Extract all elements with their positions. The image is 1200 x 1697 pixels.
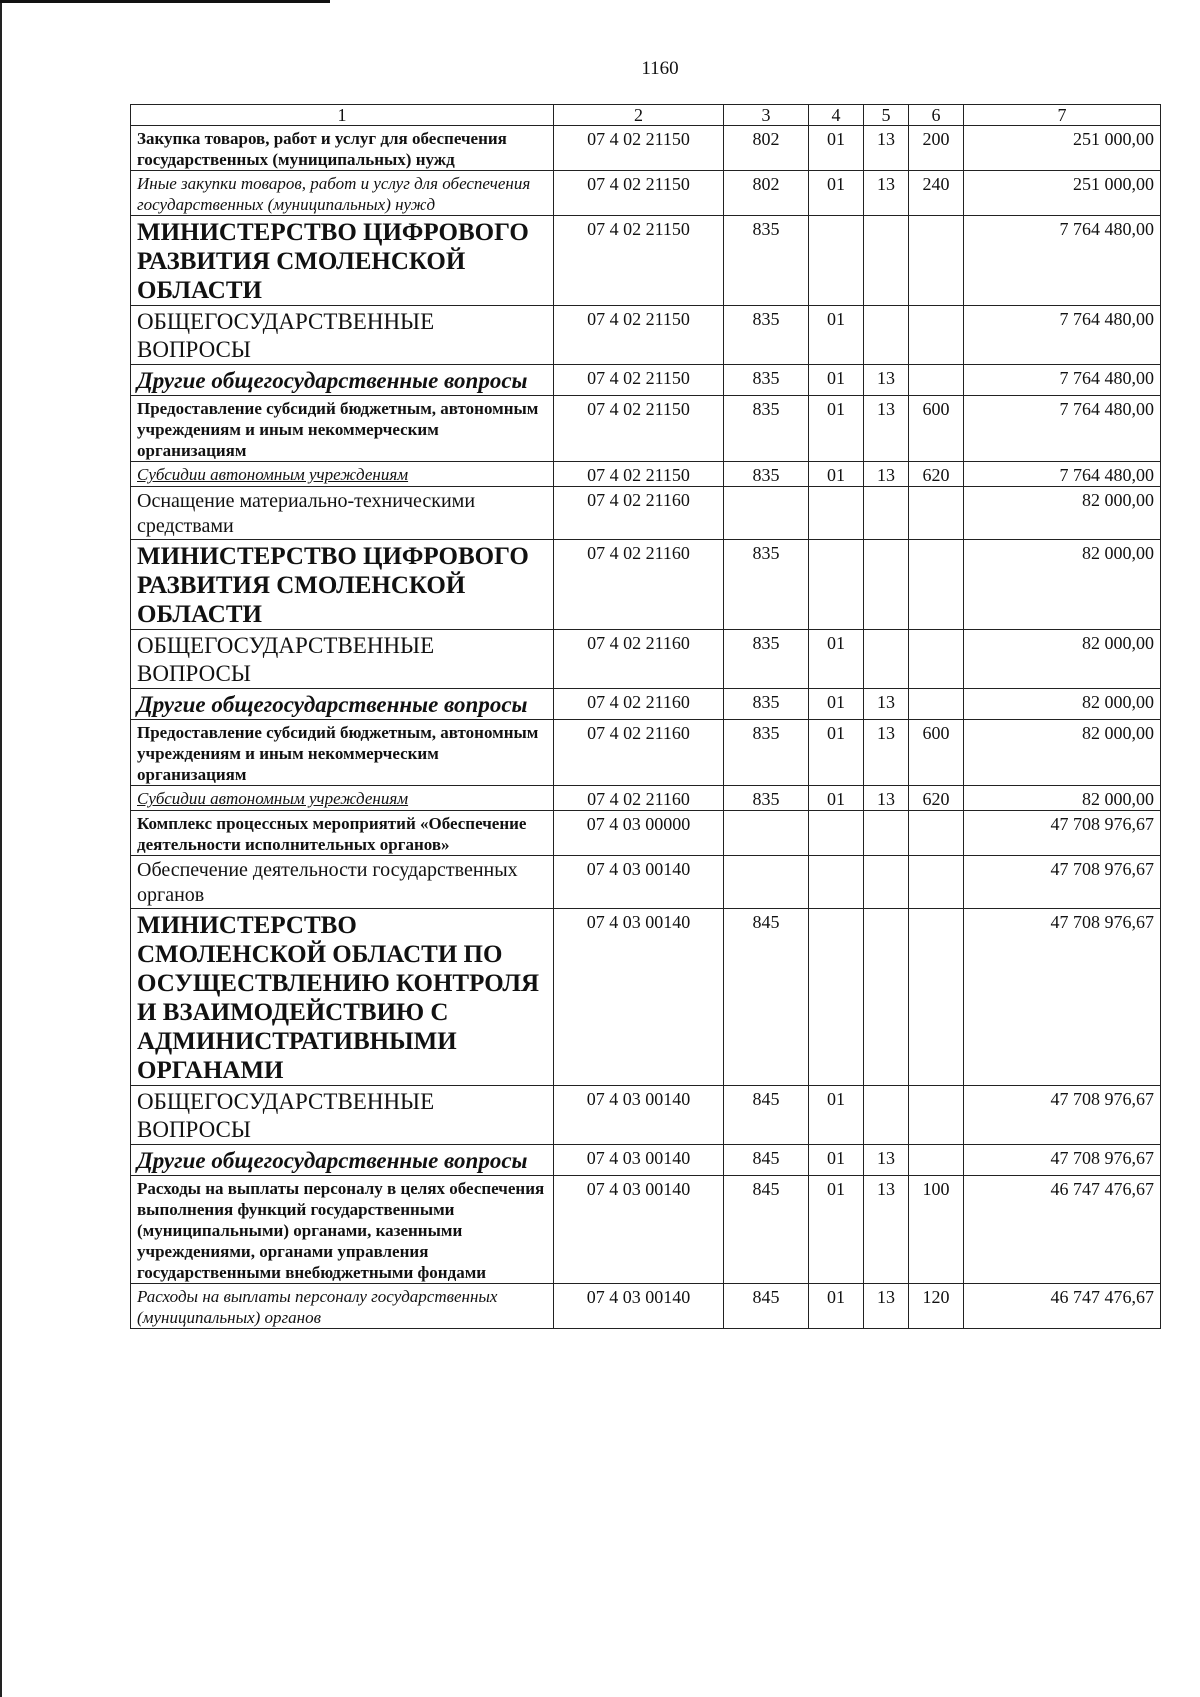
section-code-cell: 01 (809, 720, 864, 786)
amount-cell: 47 708 976,67 (964, 1145, 1161, 1176)
table-row (131, 1176, 1161, 1284)
budget-code-cell: 07 4 03 00140 (554, 1086, 724, 1145)
department-code-cell: 835 (724, 786, 809, 811)
budget-code-cell: 07 4 02 21150 (554, 126, 724, 171)
section-code-cell (809, 216, 864, 306)
row-name-cell: Другие общегосударственные вопросы (131, 365, 554, 396)
row-name-cell: Обеспечение деятельности государственных органов (131, 856, 554, 909)
table-row (131, 365, 1161, 396)
expense-type-cell (909, 856, 964, 909)
department-code-cell: 835 (724, 396, 809, 462)
department-code-cell: 835 (724, 540, 809, 630)
amount-cell: 7 764 480,00 (964, 365, 1161, 396)
expense-type-cell (909, 909, 964, 1086)
expense-type-cell: 620 (909, 786, 964, 811)
amount-cell: 251 000,00 (964, 171, 1161, 216)
budget-code-cell: 07 4 02 21150 (554, 396, 724, 462)
amount-cell: 82 000,00 (964, 720, 1161, 786)
expense-type-cell: 620 (909, 462, 964, 487)
amount-cell: 47 708 976,67 (964, 811, 1161, 856)
row-name-cell: Предоставление субсидий бюджетным, автономным учреждениям и иным некоммерческим организациям (131, 720, 554, 786)
budget-code-cell: 07 4 02 21160 (554, 720, 724, 786)
budget-code-cell: 07 4 03 00140 (554, 909, 724, 1086)
subsection-code-cell (864, 306, 909, 365)
section-code-cell: 01 (809, 171, 864, 216)
section-code-cell (809, 856, 864, 909)
section-code-cell (809, 811, 864, 856)
expense-type-cell (909, 365, 964, 396)
section-code-cell: 01 (809, 1176, 864, 1284)
subsection-code-cell (864, 856, 909, 909)
row-name-cell: Субсидии автономным учреждениям (131, 462, 554, 487)
amount-cell: 82 000,00 (964, 689, 1161, 720)
column-header: 2 (554, 105, 724, 126)
budget-code-cell: 07 4 02 21160 (554, 487, 724, 540)
section-code-cell (809, 487, 864, 540)
subsection-code-cell: 13 (864, 1284, 909, 1329)
subsection-code-cell: 13 (864, 171, 909, 216)
table-row (131, 396, 1161, 462)
subsection-code-cell (864, 216, 909, 306)
row-name-cell: Предоставление субсидий бюджетным, автономным учреждениям и иным некоммерческим организациям (131, 396, 554, 462)
department-code-cell: 802 (724, 126, 809, 171)
department-code-cell: 845 (724, 1284, 809, 1329)
budget-code-cell: 07 4 02 21150 (554, 306, 724, 365)
department-code-cell: 835 (724, 365, 809, 396)
amount-cell: 7 764 480,00 (964, 216, 1161, 306)
row-name-cell: МИНИСТЕРСТВО СМОЛЕНСКОЙ ОБЛАСТИ ПО ОСУЩЕСТВЛЕНИЮ КОНТРОЛЯ И ВЗАИМОДЕЙСТВИЮ С АДМИНИСТРАТИВНЫМИ ОРГАНАМИ (131, 909, 554, 1086)
row-name-cell: Другие общегосударственные вопросы (131, 689, 554, 720)
table-row (131, 1145, 1161, 1176)
department-code-cell (724, 487, 809, 540)
table-row (131, 811, 1161, 856)
amount-cell: 82 000,00 (964, 786, 1161, 811)
subsection-code-cell (864, 540, 909, 630)
subsection-code-cell: 13 (864, 126, 909, 171)
subsection-code-cell: 13 (864, 720, 909, 786)
department-code-cell (724, 811, 809, 856)
section-code-cell: 01 (809, 1086, 864, 1145)
expense-type-cell: 100 (909, 1176, 964, 1284)
budget-code-cell: 07 4 02 21150 (554, 216, 724, 306)
table-row (131, 487, 1161, 540)
expense-type-cell (909, 306, 964, 365)
budget-code-cell: 07 4 02 21150 (554, 171, 724, 216)
expense-type-cell: 200 (909, 126, 964, 171)
row-name-cell: Комплекс процессных мероприятий «Обеспечение деятельности исполнительных органов» (131, 811, 554, 856)
section-code-cell (809, 540, 864, 630)
row-name-cell: Расходы на выплаты персоналу в целях обеспечения выполнения функций государственными (муниципальными) органами, казенными учреждениями, органами управления государственными внебюджетными фондами (131, 1176, 554, 1284)
subsection-code-cell: 13 (864, 1145, 909, 1176)
subsection-code-cell: 13 (864, 1176, 909, 1284)
row-name-cell: ОБЩЕГОСУДАРСТВЕННЫЕ ВОПРОСЫ (131, 630, 554, 689)
column-header: 5 (864, 105, 909, 126)
section-code-cell: 01 (809, 306, 864, 365)
amount-cell: 82 000,00 (964, 540, 1161, 630)
subsection-code-cell: 13 (864, 462, 909, 487)
department-code-cell: 835 (724, 689, 809, 720)
subsection-code-cell: 13 (864, 689, 909, 720)
budget-code-cell: 07 4 03 00140 (554, 1284, 724, 1329)
amount-cell: 251 000,00 (964, 126, 1161, 171)
subsection-code-cell (864, 909, 909, 1086)
column-header: 1 (131, 105, 554, 126)
section-code-cell: 01 (809, 365, 864, 396)
department-code-cell: 845 (724, 1086, 809, 1145)
table-row (131, 630, 1161, 689)
section-code-cell: 01 (809, 630, 864, 689)
table-row (131, 689, 1161, 720)
table-row (131, 720, 1161, 786)
page-number: 1160 (641, 58, 679, 79)
expense-type-cell (909, 811, 964, 856)
budget-code-cell: 07 4 02 21150 (554, 462, 724, 487)
row-name-cell: Иные закупки товаров, работ и услуг для обеспечения государственных (муниципальных) нужд (131, 171, 554, 216)
table-row (131, 909, 1161, 1086)
row-name-cell: Расходы на выплаты персоналу государственных (муниципальных) органов (131, 1284, 554, 1329)
amount-cell: 47 708 976,67 (964, 856, 1161, 909)
table-row (131, 306, 1161, 365)
section-code-cell: 01 (809, 396, 864, 462)
page-left-edge (0, 3, 2, 1697)
column-header: 7 (964, 105, 1161, 126)
table-row (131, 786, 1161, 811)
department-code-cell: 835 (724, 306, 809, 365)
expense-type-cell (909, 487, 964, 540)
amount-cell: 7 764 480,00 (964, 462, 1161, 487)
table-row (131, 1284, 1161, 1329)
department-code-cell: 845 (724, 909, 809, 1086)
table-header-row (131, 105, 1161, 126)
subsection-code-cell: 13 (864, 365, 909, 396)
amount-cell: 47 708 976,67 (964, 909, 1161, 1086)
table-row (131, 216, 1161, 306)
expense-type-cell (909, 630, 964, 689)
column-header: 4 (809, 105, 864, 126)
department-code-cell: 835 (724, 720, 809, 786)
section-code-cell: 01 (809, 689, 864, 720)
amount-cell: 82 000,00 (964, 487, 1161, 540)
expense-type-cell (909, 1086, 964, 1145)
table-row (131, 462, 1161, 487)
amount-cell: 46 747 476,67 (964, 1284, 1161, 1329)
subsection-code-cell: 13 (864, 396, 909, 462)
table-row (131, 540, 1161, 630)
column-header: 6 (909, 105, 964, 126)
budget-code-cell: 07 4 03 00000 (554, 811, 724, 856)
amount-cell: 82 000,00 (964, 630, 1161, 689)
budget-table (130, 104, 1161, 1329)
expense-type-cell: 120 (909, 1284, 964, 1329)
budget-code-cell: 07 4 03 00140 (554, 856, 724, 909)
row-name-cell: ОБЩЕГОСУДАРСТВЕННЫЕ ВОПРОСЫ (131, 1086, 554, 1145)
table-row (131, 856, 1161, 909)
department-code-cell: 802 (724, 171, 809, 216)
table-body (131, 126, 1161, 1329)
section-code-cell: 01 (809, 126, 864, 171)
department-code-cell: 835 (724, 462, 809, 487)
row-name-cell: Субсидии автономным учреждениям (131, 786, 554, 811)
budget-code-cell: 07 4 03 00140 (554, 1176, 724, 1284)
row-name-cell: Оснащение материально-техническими средствами (131, 487, 554, 540)
row-name-cell: Закупка товаров, работ и услуг для обеспечения государственных (муниципальных) нужд (131, 126, 554, 171)
section-code-cell: 01 (809, 1284, 864, 1329)
subsection-code-cell (864, 1086, 909, 1145)
row-name-cell: МИНИСТЕРСТВО ЦИФРОВОГО РАЗВИТИЯ СМОЛЕНСКОЙ ОБЛАСТИ (131, 540, 554, 630)
table-row (131, 1086, 1161, 1145)
amount-cell: 7 764 480,00 (964, 306, 1161, 365)
amount-cell: 47 708 976,67 (964, 1086, 1161, 1145)
budget-code-cell: 07 4 02 21160 (554, 630, 724, 689)
section-code-cell: 01 (809, 1145, 864, 1176)
top-rule (0, 0, 330, 3)
table-row (131, 171, 1161, 216)
expense-type-cell: 240 (909, 171, 964, 216)
expense-type-cell (909, 1145, 964, 1176)
section-code-cell: 01 (809, 786, 864, 811)
section-code-cell: 01 (809, 462, 864, 487)
budget-code-cell: 07 4 02 21150 (554, 365, 724, 396)
department-code-cell (724, 856, 809, 909)
budget-code-cell: 07 4 02 21160 (554, 540, 724, 630)
expense-type-cell: 600 (909, 720, 964, 786)
department-code-cell: 845 (724, 1176, 809, 1284)
budget-code-cell: 07 4 03 00140 (554, 1145, 724, 1176)
budget-code-cell: 07 4 02 21160 (554, 786, 724, 811)
subsection-code-cell (864, 487, 909, 540)
department-code-cell: 835 (724, 630, 809, 689)
expense-type-cell (909, 540, 964, 630)
table-row (131, 126, 1161, 171)
amount-cell: 7 764 480,00 (964, 396, 1161, 462)
section-code-cell (809, 909, 864, 1086)
column-header: 3 (724, 105, 809, 126)
row-name-cell: Другие общегосударственные вопросы (131, 1145, 554, 1176)
subsection-code-cell: 13 (864, 786, 909, 811)
expense-type-cell: 600 (909, 396, 964, 462)
amount-cell: 46 747 476,67 (964, 1176, 1161, 1284)
expense-type-cell (909, 216, 964, 306)
row-name-cell: ОБЩЕГОСУДАРСТВЕННЫЕ ВОПРОСЫ (131, 306, 554, 365)
department-code-cell: 835 (724, 216, 809, 306)
subsection-code-cell (864, 630, 909, 689)
budget-code-cell: 07 4 02 21160 (554, 689, 724, 720)
expense-type-cell (909, 689, 964, 720)
department-code-cell: 845 (724, 1145, 809, 1176)
subsection-code-cell (864, 811, 909, 856)
row-name-cell: МИНИСТЕРСТВО ЦИФРОВОГО РАЗВИТИЯ СМОЛЕНСКОЙ ОБЛАСТИ (131, 216, 554, 306)
